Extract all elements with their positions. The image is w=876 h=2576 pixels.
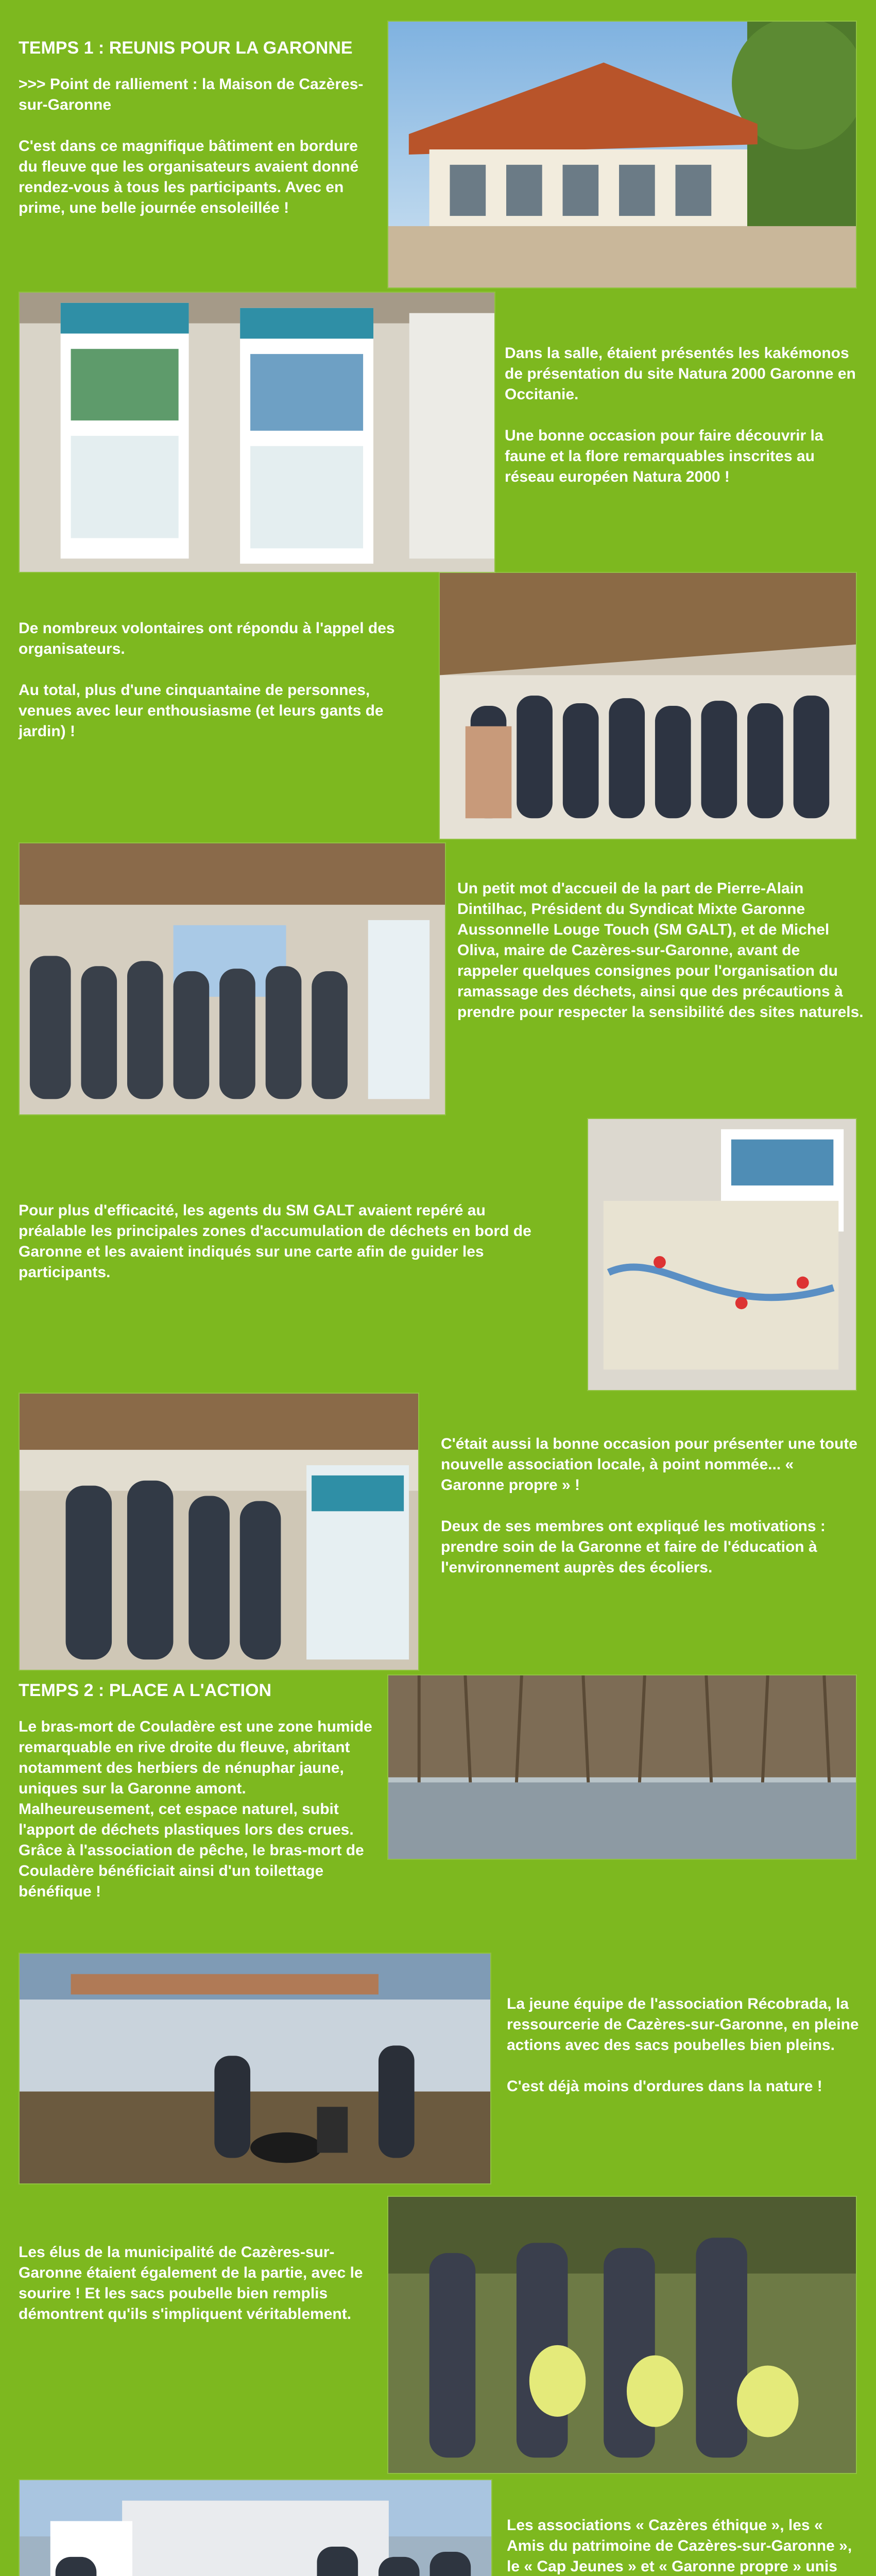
paragraph: >>> Point de ralliement : la Maison de Cazères-sur-Garonne	[19, 76, 364, 113]
section-text	[19, 618, 425, 742]
section-heading: TEMPS 2 : PLACE A L'ACTION	[19, 1681, 272, 1700]
section-text	[19, 37, 374, 218]
section-recobrada	[0, 1953, 876, 2190]
bras-mort-photo	[387, 1674, 857, 1860]
paragraph: C'est dans ce magnifique bâtiment en bordure du fleuve que les organisateurs avaient donné rendez-vous à tous les participants. Avec en prime, une belle journée ensoleillée !	[19, 138, 359, 216]
paragraph: Pour plus d'efficacité, les agents du SM GALT avaient repéré au préalable les principales zones d'accumulation de déchets en bord de Garonne et les avaient indiqués sur une carte afin de guider les participants.	[19, 1202, 531, 1281]
section-text	[19, 1680, 374, 1902]
paragraph: Les élus de la municipalité de Cazères-sur-Garonne étaient également de la partie, avec le sourire ! Et les sacs poubelle bien remplis démontrent qu'ils s'impliquent véritablement.	[19, 2244, 363, 2323]
kakemonos-photo	[19, 292, 495, 573]
associations-photo	[19, 2479, 492, 2576]
section-volontaires	[0, 572, 876, 840]
section-text	[441, 1434, 858, 1578]
paragraph: Deux de ses membres ont expliqué les motivations : prendre soin de la Garonne et faire de l'éducation à l'environnement auprès des écoliers.	[441, 1518, 826, 1576]
paragraph: Les associations « Cazères éthique », les « Amis du patrimoine de Cazères-sur-Garonne », le « Cap Jeunes » et « Garonne propre » unis	[507, 2517, 852, 2575]
recobrada-photo	[19, 1953, 491, 2184]
paragraph: Une bonne occasion pour faire découvrir la faune et la flore remarquables inscrites au réseau européen Natura 2000 !	[505, 427, 823, 485]
section-text	[507, 1994, 862, 2097]
paragraph: Dans la salle, étaient présentés les kakémonos de présentation du site Natura 2000 Garonne en Occitanie.	[505, 345, 856, 403]
section-text	[507, 2515, 862, 2576]
accueil-photo	[19, 842, 446, 1115]
section-text	[505, 343, 860, 487]
association-photo	[19, 1393, 419, 1671]
paragraph: Un petit mot d'accueil de la part de Pierre-Alain Dintilhac, Président du Syndicat Mixte Garonne Aussonnelle Louge Touch (SM GALT), et de Michel Oliva, maire de Cazères-sur-Garonne, avant de rappeler quelques consignes pour l'organisation du ramassage des déchets, ainsi que des précautions à prendre pour respecter la sensibilité des sites naturels.	[457, 880, 864, 1021]
paragraph: C'est déjà moins d'ordures dans la nature !	[507, 2078, 822, 2095]
section-text	[19, 2242, 374, 2325]
paragraph: Au total, plus d'une cinquantaine de personnes, venues avec leur enthousiasme (et leurs gants de jardin) !	[19, 682, 384, 740]
section-temps-1	[0, 0, 876, 289]
section-text	[19, 1200, 549, 1283]
paragraph: De nombreux volontaires ont répondu à l'appel des organisateurs.	[19, 620, 395, 657]
section-accueil	[0, 842, 876, 1115]
section-associations	[0, 2479, 876, 2576]
section-kakemonos	[0, 292, 876, 573]
volontaires-photo	[439, 572, 857, 840]
section-text	[457, 878, 864, 1023]
elus-photo	[387, 2196, 857, 2474]
paragraph: Le bras-mort de Couladère est une zone humide remarquable en rive droite du fleuve, abritant notamment des herbiers de nénuphar jaune, uniques sur la Garonne amont. Malheureusement, cet espace naturel, subit l'apport de déchets plastiques lors des crues. Grâce à l'association de pêche, le bras-mort de Couladère bénéficiait ainsi d'un toilettage bénéfique !	[19, 1718, 372, 1900]
section-carte	[0, 1118, 876, 1391]
carte-photo	[587, 1118, 857, 1391]
section-heading: TEMPS 1 : REUNIS POUR LA GARONNE	[19, 38, 353, 58]
maison-garonne-photo	[387, 21, 857, 289]
paragraph: C'était aussi la bonne occasion pour présenter une toute nouvelle association locale, à point nommée... « Garonne propre » !	[441, 1435, 857, 1494]
paragraph: La jeune équipe de l'association Récobrada, la ressourcerie de Cazères-sur-Garonne, en pleine actions avec des sacs poubelles bien pleins.	[507, 1995, 859, 2054]
section-association	[0, 1393, 876, 1671]
section-temps-2	[0, 1674, 876, 1953]
section-elus	[0, 2196, 876, 2474]
